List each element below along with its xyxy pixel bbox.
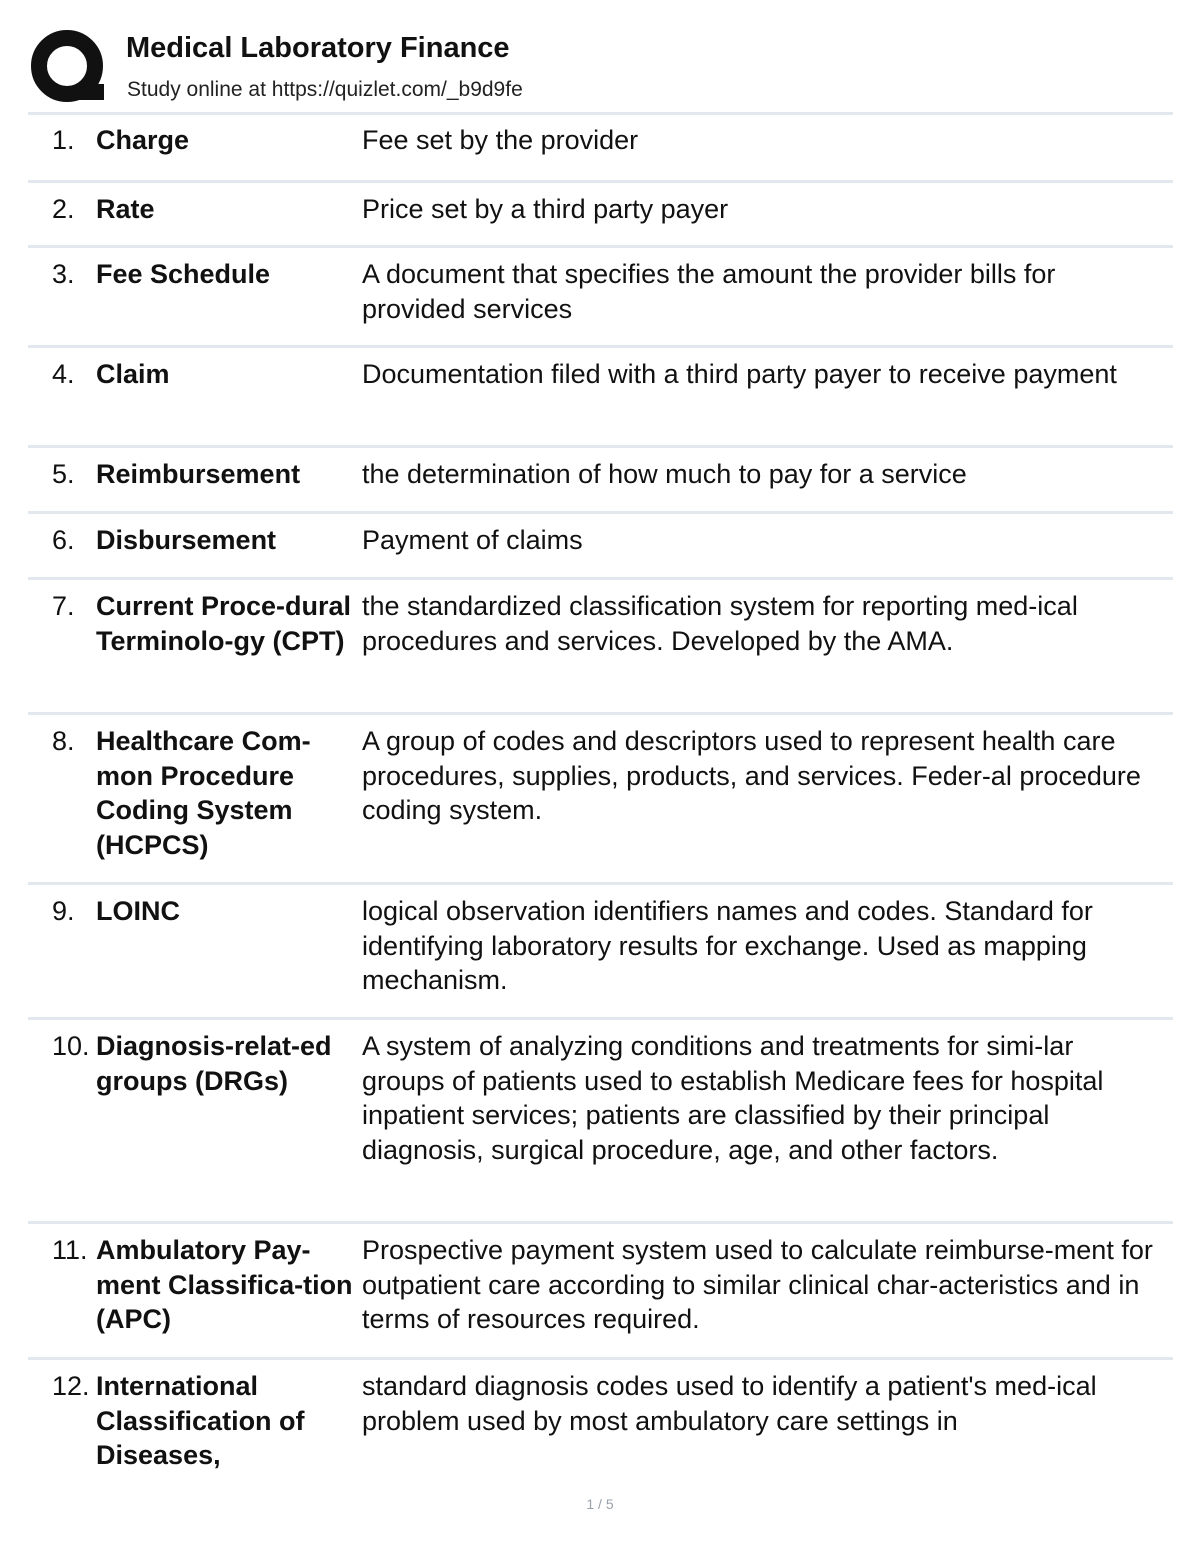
card-definition: the determination of how much to pay for a service (362, 459, 967, 489)
card-term: International Classification of Diseases, (96, 1371, 305, 1470)
card-term: Charge (96, 125, 190, 155)
card-definition: A document that specifies the amount the provider bills for provided services (362, 259, 1056, 324)
card-10 (28, 1017, 1173, 1221)
card-11 (28, 1221, 1173, 1357)
card-number: 7. (52, 591, 75, 621)
card-number: 4. (52, 359, 75, 389)
card-9 (28, 882, 1173, 1017)
card-definition: Payment of claims (362, 525, 583, 555)
card-definition: Fee set by the provider (362, 125, 639, 155)
card-term: Fee Schedule (96, 259, 271, 289)
quizlet-logo-icon (30, 28, 106, 104)
card-number: 8. (52, 726, 75, 756)
card-number: 3. (52, 259, 75, 289)
card-term: LOINC (96, 896, 180, 926)
card-number: 12. (52, 1371, 90, 1401)
card-term: Diagnosis-relat-ed groups (DRGs) (96, 1031, 332, 1096)
page-number: 1 / 5 (586, 1496, 614, 1512)
card-definition: logical observation identifiers names and codes. Standard for identifying laboratory results for exchange. Used as mapping mechanism. (362, 896, 1093, 995)
card-number: 5. (52, 459, 75, 489)
card-5 (28, 445, 1173, 511)
card-definition: A system of analyzing conditions and treatments for simi-lar groups of patients used to establish Medicare fees for hospital inpatient services; patients are classified by their principal diagnosis, surgical procedure, age, and other factors. (362, 1031, 1104, 1165)
card-3 (28, 245, 1173, 345)
card-term: Claim (96, 359, 170, 389)
card-number: 1. (52, 125, 75, 155)
card-definition: Price set by a third party payer (362, 194, 729, 224)
card-number: 10. (52, 1031, 90, 1061)
card-definition: Documentation filed with a third party payer to receive payment (362, 359, 1117, 389)
page-title: Medical Laboratory Finance (126, 32, 510, 64)
card-term: Reimbursement (96, 459, 301, 489)
card-4 (28, 345, 1173, 445)
card-definition: Prospective payment system used to calculate reimburse-ment for outpatient care according to similar clinical char-acteristics and in terms of resources required. (362, 1235, 1153, 1334)
card-term: Rate (96, 194, 155, 224)
card-term: Current Proce-dural Terminolo-gy (CPT) (96, 591, 352, 656)
card-term: Ambulatory Pay-ment Classifica-tion (APC) (96, 1235, 353, 1334)
card-12 (28, 1357, 1173, 1477)
card-term: Disbursement (96, 525, 277, 555)
card-number: 2. (52, 194, 75, 224)
card-1 (28, 114, 1173, 180)
card-2 (28, 180, 1173, 245)
card-6 (28, 511, 1173, 577)
card-definition: A group of codes and descriptors used to represent health care procedures, supplies, products, and services. Feder-al procedure coding system. (362, 726, 1141, 825)
card-definition: standard diagnosis codes used to identify a patient's med-ical problem used by most ambulatory care settings in (362, 1371, 1097, 1436)
card-7 (28, 577, 1173, 712)
card-definition: the standardized classification system for reporting med-ical procedures and services. Developed by the AMA. (362, 591, 1078, 656)
card-term: Healthcare Com-mon Procedure Coding System (HCPCS) (96, 726, 311, 860)
card-8 (28, 712, 1173, 882)
card-number: 6. (52, 525, 75, 555)
card-number: 11. (52, 1235, 88, 1265)
flashcard-list (28, 114, 1173, 1477)
study-link[interactable]: Study online at https://quizlet.com/_b9d9fe (127, 78, 523, 101)
card-number: 9. (52, 896, 75, 926)
